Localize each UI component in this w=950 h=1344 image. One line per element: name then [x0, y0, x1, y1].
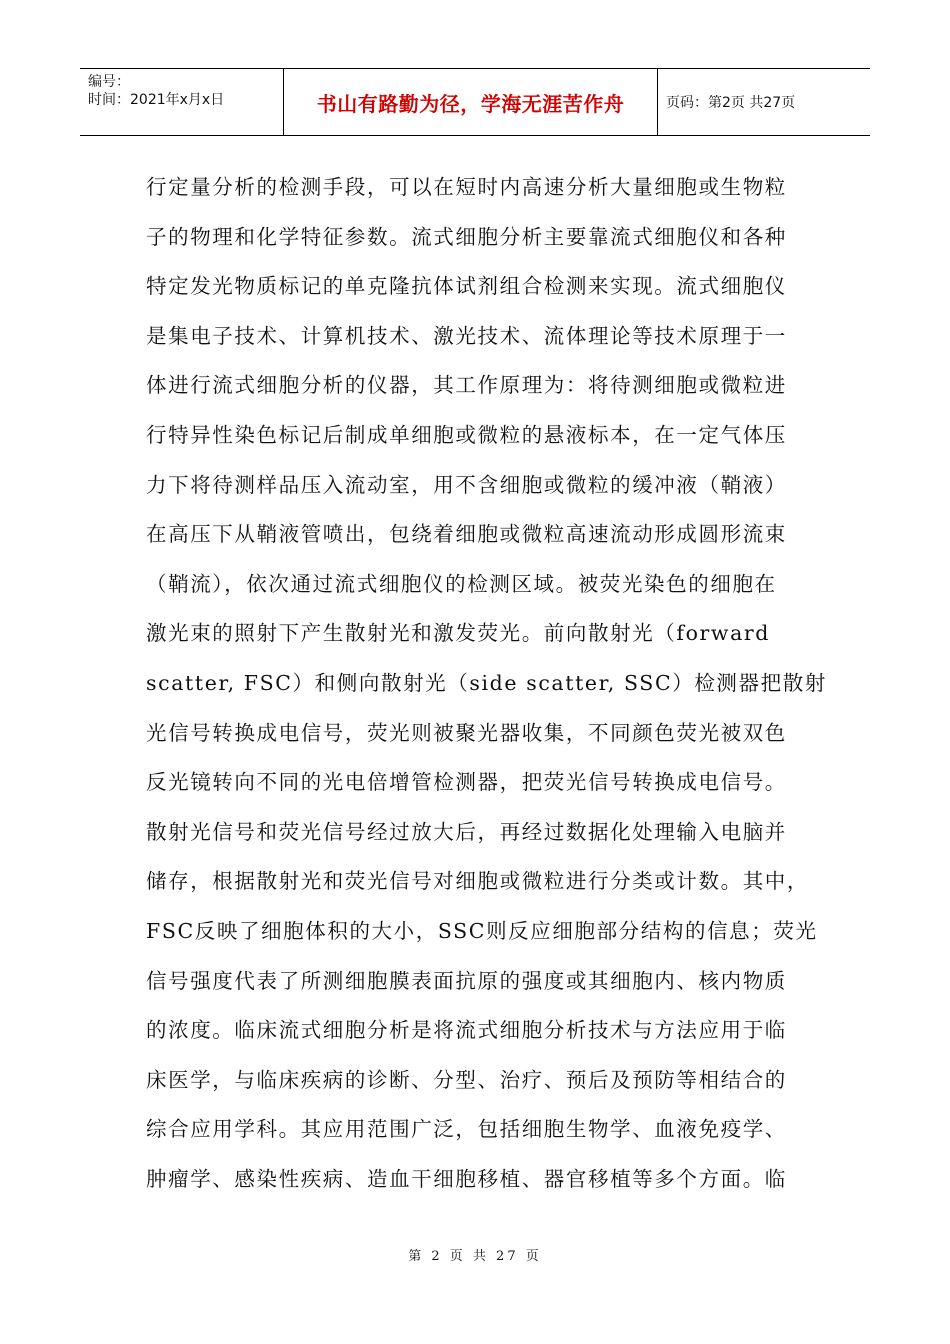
header-page-info: 页码：第2页 共27页	[666, 95, 796, 111]
document-header	[80, 68, 870, 136]
text-line: 储存，根据散射光和荧光信号对细胞或微粒进行分类或计数。其中，	[146, 869, 809, 894]
text-line: 行定量分析的检测手段，可以在短时内高速分析大量细胞或生物粒	[146, 175, 787, 199]
text-line: 综合应用学科。其应用范围广泛，包括细胞生物学、血液免疫学、	[146, 1117, 787, 1142]
text-line: FSC反映了细胞体积的大小，SSC则反应细胞部分结构的信息；荧光	[146, 918, 818, 943]
document-number-label: 编号：	[88, 74, 130, 90]
text-line: 行特异性染色标记后制成单细胞或微粒的悬液标本，在一定气体压	[146, 422, 787, 447]
footer-page-number: 第 2 页 共 27 页	[408, 1249, 542, 1264]
text-line: 特定发光物质标记的单克隆抗体试剂组合检测来实现。流式细胞仪	[146, 274, 787, 299]
page-footer	[0, 1245, 950, 1264]
text-line: （鞘流），依次通过流式细胞仪的检测区域。被荧光染色的细胞在	[146, 571, 777, 596]
text-line: 信号强度代表了所测细胞膜表面抗原的强度或其细胞内、核内物质	[146, 968, 787, 993]
text-line: 散射光信号和荧光信号经过放大后，再经过数据化处理输入电脑并	[146, 819, 787, 844]
text-line: 子的物理和化学特征参数。流式细胞分析主要靠流式细胞仪和各种	[146, 224, 787, 249]
text-line: 在高压下从鞘液管喷出，包绕着细胞或微粒高速流动形成圆形流束	[146, 522, 787, 547]
header-motto-cell	[284, 69, 658, 135]
text-line: 的浓度。临床流式细胞分析是将流式细胞分析技术与方法应用于临	[146, 1018, 787, 1043]
text-line: 肿瘤学、感染性疾病、造血干细胞移植、器官移植等多个方面。临	[146, 1166, 787, 1191]
text-line: 力下将待测样品压入流动室，用不含细胞或微粒的缓冲液（鞘液）	[146, 472, 787, 497]
text-line: scatter, FSC）和侧向散射光（side scatter, SSC）检测器把散射	[146, 670, 827, 695]
text-line: 光信号转换成电信号，荧光则被聚光器收集，不同颜色荧光被双色	[146, 720, 787, 745]
body-paragraph	[146, 163, 827, 1204]
text-line: 反光镜转向不同的光电倍增管检测器，把荧光信号转换成电信号。	[146, 770, 787, 795]
text-line: 是集电子技术、计算机技术、激光技术、流体理论等技术原理于一	[146, 323, 787, 348]
header-meta-cell	[80, 69, 284, 135]
text-line: 激光束的照射下产生散射光和激发荧光。前向散射光（forward	[146, 621, 771, 646]
text-line: 体进行流式细胞分析的仪器，其工作原理为：将待测细胞或微粒进	[146, 373, 787, 398]
header-page-cell	[658, 69, 870, 135]
text-line: 床医学，与临床疾病的诊断、分型、治疗、预后及预防等相结合的	[146, 1067, 787, 1092]
document-date: 时间：2021年x月x日	[88, 92, 225, 108]
header-motto: 书山有路勤为径，学海无涯苦作舟	[316, 91, 625, 116]
